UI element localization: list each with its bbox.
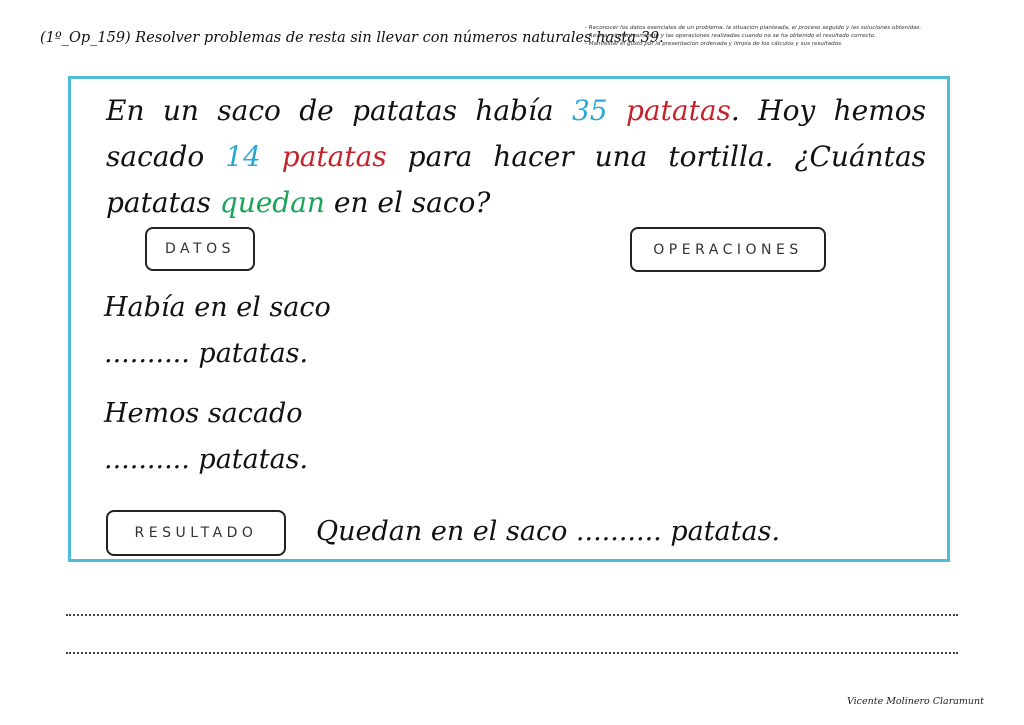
number-highlight: 35	[571, 94, 608, 127]
evaluation-criteria	[585, 24, 1005, 48]
operaciones-label-box	[630, 227, 826, 272]
resultado-label-box	[106, 510, 286, 556]
worksheet-title: (1º_Op_159) Resolver problemas de resta sin llevar con números naturales hasta 39.	[40, 30, 664, 46]
data-fill-blank-initial[interactable]: .......... patatas.	[104, 338, 309, 369]
datos-label: DATOS	[165, 241, 235, 257]
problem-text: para hacer una tortilla. ¿Cuántas patatas	[106, 140, 927, 219]
criteria-item: - Manifestar el gusto por la presentación ordenada y limpia de los cálculos y sus resultados.	[585, 41, 843, 47]
answer-dotted-line[interactable]	[66, 614, 958, 616]
problem-text: En un saco de patatas había	[106, 94, 572, 127]
problem-statement	[106, 88, 926, 226]
number-highlight: 14	[225, 140, 261, 173]
item-highlight: patatas	[281, 140, 387, 173]
answer-dotted-line[interactable]	[66, 652, 958, 654]
problem-text: en el saco?	[324, 186, 491, 219]
data-line-initial: Había en el saco	[104, 292, 331, 323]
question-highlight: quedan	[219, 186, 325, 219]
data-line-removed: Hemos sacado	[104, 398, 303, 429]
result-fill-blank[interactable]: Quedan en el saco .......... patatas.	[316, 516, 781, 547]
resultado-label: RESULTADO	[134, 525, 258, 541]
data-fill-blank-removed[interactable]: .......... patatas.	[104, 444, 309, 475]
problem-text	[261, 140, 282, 173]
operaciones-label: OPERACIONES	[653, 241, 803, 258]
problem-text	[608, 94, 626, 127]
author-credit: Vicente Molinero Claramunt	[846, 696, 984, 707]
item-highlight: patatas	[626, 94, 731, 127]
criteria-item: - Reconocer los datos esenciales de un problema, la situación planteada, el proceso seguido y las soluciones obtenidas.	[585, 25, 922, 31]
datos-label-box	[145, 227, 255, 271]
criteria-item: - Revisar el planteamiento y las operaciones realizadas cuando no se ha obtenido el resultado correcto.	[585, 33, 876, 39]
problem-text: . Hoy hemos sacado	[106, 94, 926, 173]
